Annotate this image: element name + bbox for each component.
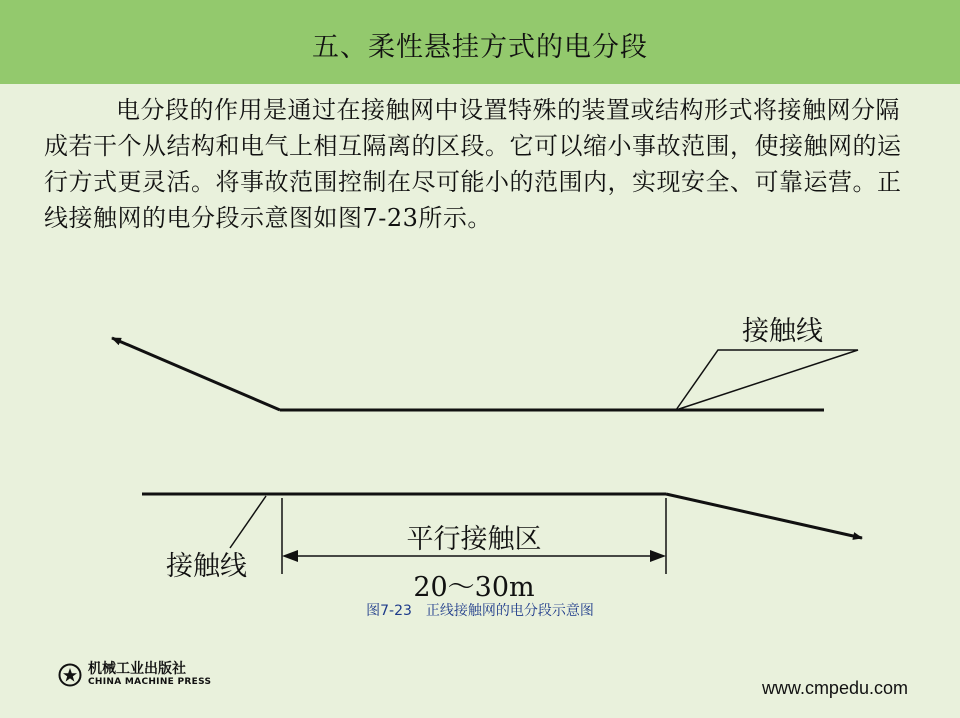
publisher-block [58, 662, 211, 688]
distance-label: 20～30m [413, 572, 535, 600]
publisher-logo-icon [58, 663, 82, 687]
lower-wire-label: 接触线 [166, 551, 247, 582]
body-paragraph: 电分段的作用是通过在接触网中设置特殊的装置或结构形式将接触网分隔成若干个从结构和电气上相互隔离的区段。它可以缩小事故范围，使接触网的运行方式更灵活。将事故范围控制在尽可能小的范围内，实现安全、可靠运营。正线接触网的电分段示意图如图7-23所示。 [44, 96, 902, 232]
publisher-name-en: CHINA MACHINE PRESS [88, 677, 212, 687]
parallel-zone-label: 平行接触区 [406, 524, 542, 555]
lower-wire-slope [666, 494, 862, 538]
lower-label-pointer [230, 496, 266, 548]
title-bar [0, 0, 960, 84]
upper-wire-label: 接触线 [742, 316, 823, 347]
publisher-name-cn: 机械工业出版社 [88, 661, 186, 677]
upper-label-pointer [676, 350, 858, 410]
upper-wire-slope [112, 338, 280, 410]
zone-arrow-left [282, 550, 298, 562]
zone-arrow-right [650, 550, 666, 562]
website-link[interactable]: www.cmpedu.com [761, 678, 908, 698]
page-title: 五、柔性悬挂方式的电分段 [312, 31, 648, 63]
figure-caption: 图7-23 正线接触网的电分段示意图 [366, 603, 594, 619]
sectioning-diagram [0, 300, 960, 600]
